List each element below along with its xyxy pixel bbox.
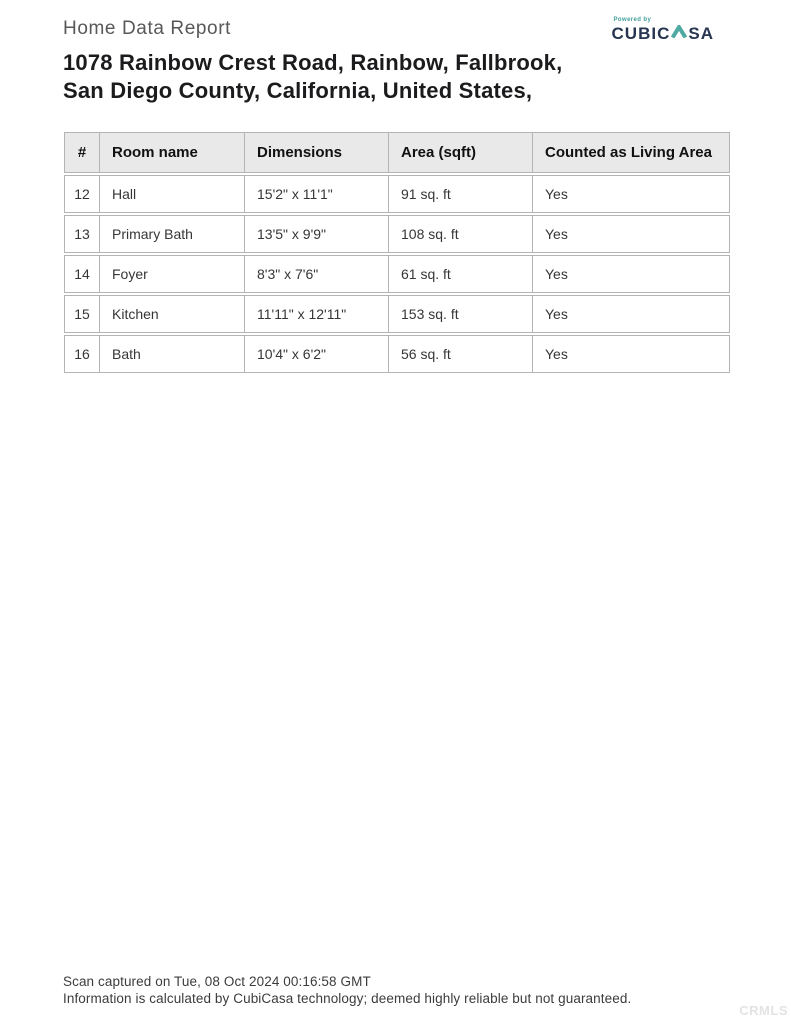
cell-room-name: Hall <box>99 175 244 213</box>
report-footer <box>63 974 631 1007</box>
wordmark-suffix: SA <box>688 24 714 43</box>
cubicasa-logo <box>612 16 728 42</box>
cell-living: Yes <box>532 335 730 373</box>
cubicasa-caret-icon <box>671 24 687 41</box>
cubicasa-wordmark <box>612 24 714 42</box>
cell-dimensions: 10'4" x 6'2" <box>244 335 388 373</box>
cell-room-name: Kitchen <box>99 295 244 333</box>
scan-timestamp: Scan captured on Tue, 08 Oct 2024 00:16:58 GMT <box>63 974 371 989</box>
report-header <box>0 0 791 42</box>
cell-dimensions: 11'11" x 12'11" <box>244 295 388 333</box>
table-row <box>64 215 730 253</box>
cell-dimensions: 8'3" x 7'6" <box>244 255 388 293</box>
cell-area: 61 sq. ft <box>388 255 532 293</box>
header-number: # <box>64 132 99 173</box>
cell-living: Yes <box>532 175 730 213</box>
cell-area: 91 sq. ft <box>388 175 532 213</box>
cell-area: 153 sq. ft <box>388 295 532 333</box>
cell-number: 14 <box>64 255 99 293</box>
report-title: Home Data Report <box>63 18 232 39</box>
header-room-name: Room name <box>99 132 244 173</box>
disclaimer: Information is calculated by CubiCasa technology; deemed highly reliable but not guaranteed. <box>63 990 632 1006</box>
cell-living: Yes <box>532 215 730 253</box>
header-living-area: Counted as Living Area <box>532 132 730 173</box>
address-line-2: San Diego County, California, United States, <box>63 78 533 103</box>
cell-area: 108 sq. ft <box>388 215 532 253</box>
address-line-1: 1078 Rainbow Crest Road, Rainbow, Fallbrook, <box>63 50 563 75</box>
cell-room-name: Foyer <box>99 255 244 293</box>
table-row <box>64 335 730 373</box>
powered-by-label: Powered by <box>613 17 652 23</box>
header-dimensions: Dimensions <box>244 132 388 173</box>
wordmark-prefix: CUBIC <box>611 24 671 43</box>
table-header-row <box>64 132 730 173</box>
crmls-watermark: CRMLS <box>739 1003 788 1018</box>
room-dimensions-table <box>64 130 730 375</box>
cell-number: 15 <box>64 295 99 333</box>
header-area: Area (sqft) <box>388 132 532 173</box>
cell-number: 12 <box>64 175 99 213</box>
cell-living: Yes <box>532 295 730 333</box>
cell-living: Yes <box>532 255 730 293</box>
table-row <box>64 175 730 213</box>
cell-dimensions: 15'2" x 11'1" <box>244 175 388 213</box>
cell-number: 16 <box>64 335 99 373</box>
table-row <box>64 255 730 293</box>
cell-area: 56 sq. ft <box>388 335 532 373</box>
cell-dimensions: 13'5" x 9'9" <box>244 215 388 253</box>
cell-room-name: Primary Bath <box>99 215 244 253</box>
property-address <box>0 42 791 105</box>
cell-room-name: Bath <box>99 335 244 373</box>
table-row <box>64 295 730 333</box>
cell-number: 13 <box>64 215 99 253</box>
